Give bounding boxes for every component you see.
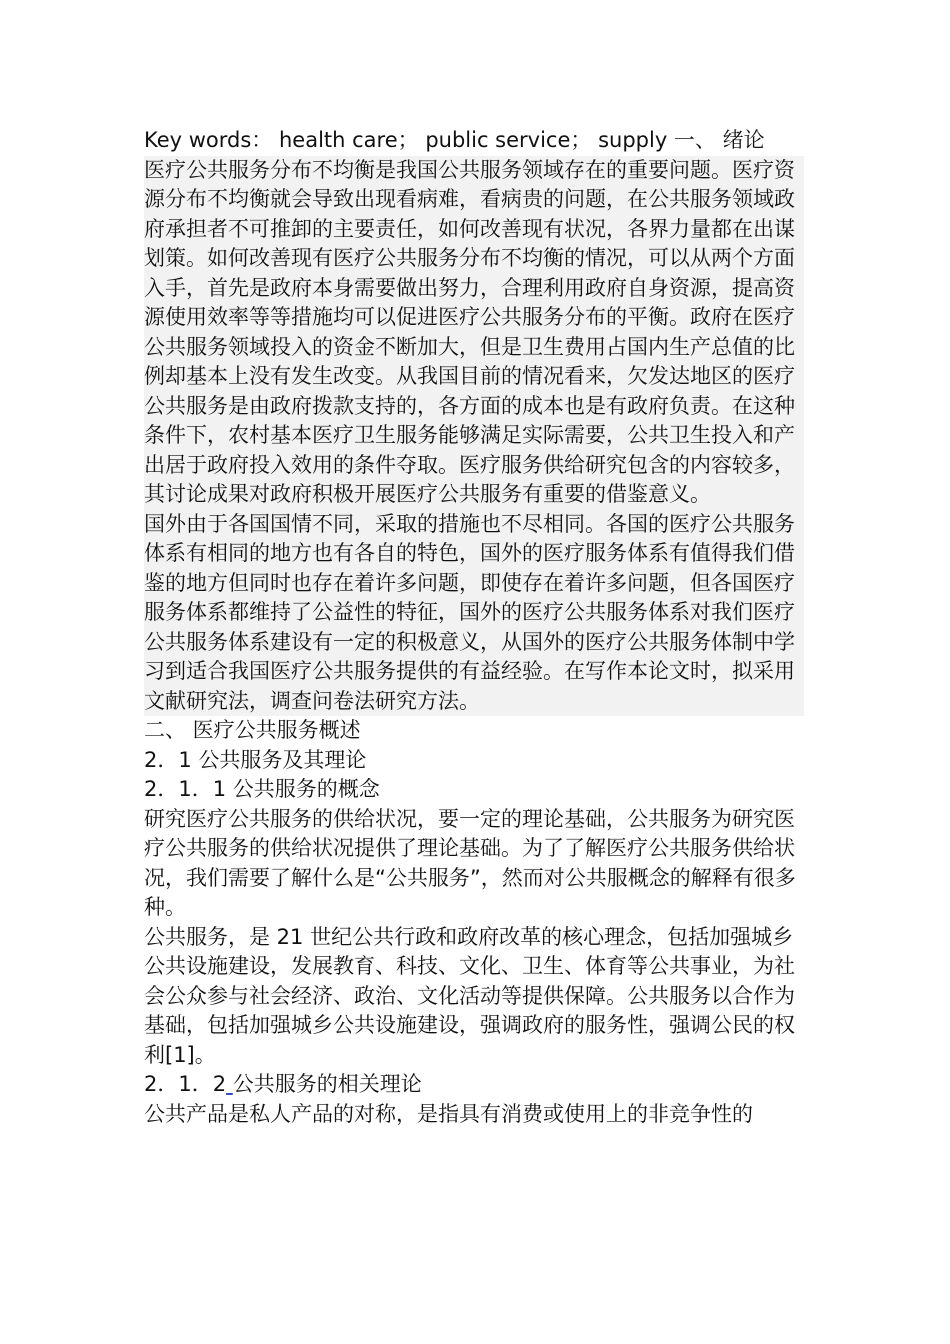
section-heading-2-1-2 [144, 1070, 804, 1100]
section-heading-2-1: 2．1 公共服务及其理论 [144, 747, 367, 772]
keywords-line: Key words： health care； public service； supply 一、 绪论 [144, 128, 765, 152]
paragraph-theory: 公共产品是私人产品的对称，是指具有消费或使用上的非竞争性的 [144, 1101, 753, 1126]
section-heading-2-1-1: 2．1．1 公共服务的概念 [144, 777, 380, 801]
paragraph-concept-2: 公共服务，是 21 世纪公共行政和政府改革的核心理念，包括加强城乡公共设施建设，发展教育、科技、文化、卫生、体育等公共事业，为社会公众参与社会经济、政治、文化活动等提供保障。公共服务以合作为基础，包括加强城乡公共设施建设，强调政府的服务性，强调公民的权利[1]。 [144, 924, 795, 1067]
paragraph-concept-1: 研究医疗公共服务的供给状况，要一定的理论基础，公共服务为研究医疗公共服务的供给状况提供了理论基础。为了了解医疗公共服务供给状况，我们需要了解什么是“公共服务”，然而对公共服概念的解释有很多种。 [144, 806, 796, 919]
paragraph-foreign: 国外由于各国国情不同，采取的措施也不尽相同。各国的医疗公共服务体系有相同的地方也有各自的特色，国外的医疗服务体系有值得我们借鉴的地方但同时也存在着许多问题，即使存在着许多问题，但各国医疗服务体系都维持了公益性的特征，国外的医疗公共服务体系对我们医疗公共服务体系建设有一定的积极意义，从国外的医疗公共服务体制中学习到适合我国医疗公共服务提供的有益经验。在写作本论文时，拟采用文献研究法，调查问卷法研究方法。 [144, 510, 804, 717]
document-body [144, 126, 804, 1129]
section-heading-2: 二、 医疗公共服务概述 [144, 718, 361, 742]
paragraph-intro: 医疗公共服务分布不均衡是我国公共服务领域存在的重要问题。医疗资源分布不均衡就会导致出现看病难，看病贵的问题，在公共服务领域政府承担者不可推卸的主要责任，如何改善现有状况，各界力量都在出谋划策。如何改善现有医疗公共服务分布不均衡的情况，可以从两个方面入手，首先是政府本身需要做出努力，合理利用政府自身资源，提高资源使用效率等等措施均可以促进医疗公共服务分布的平衡。政府在医疗公共服务领域投入的资金不断加大，但是卫生费用占国内生产总值的比例却基本上没有发生改变。从我国目前的情况看来，欠发达地区的医疗公共服务是由政府拨款支持的，各方面的成本也是有政府负责。在这种条件下，农村基本医疗卫生服务能够满足实际需要，公共卫生投入和产出居于政府投入效用的条件夺取。医疗服务供给研究包含的内容较多，其讨论成果对政府积极开展医疗公共服务有重要的借鉴意义。 [144, 156, 804, 510]
section-title: 公共服务的相关理论 [232, 1072, 422, 1096]
section-marker [226, 1072, 233, 1096]
section-number: 2．1．2 [144, 1072, 227, 1096]
